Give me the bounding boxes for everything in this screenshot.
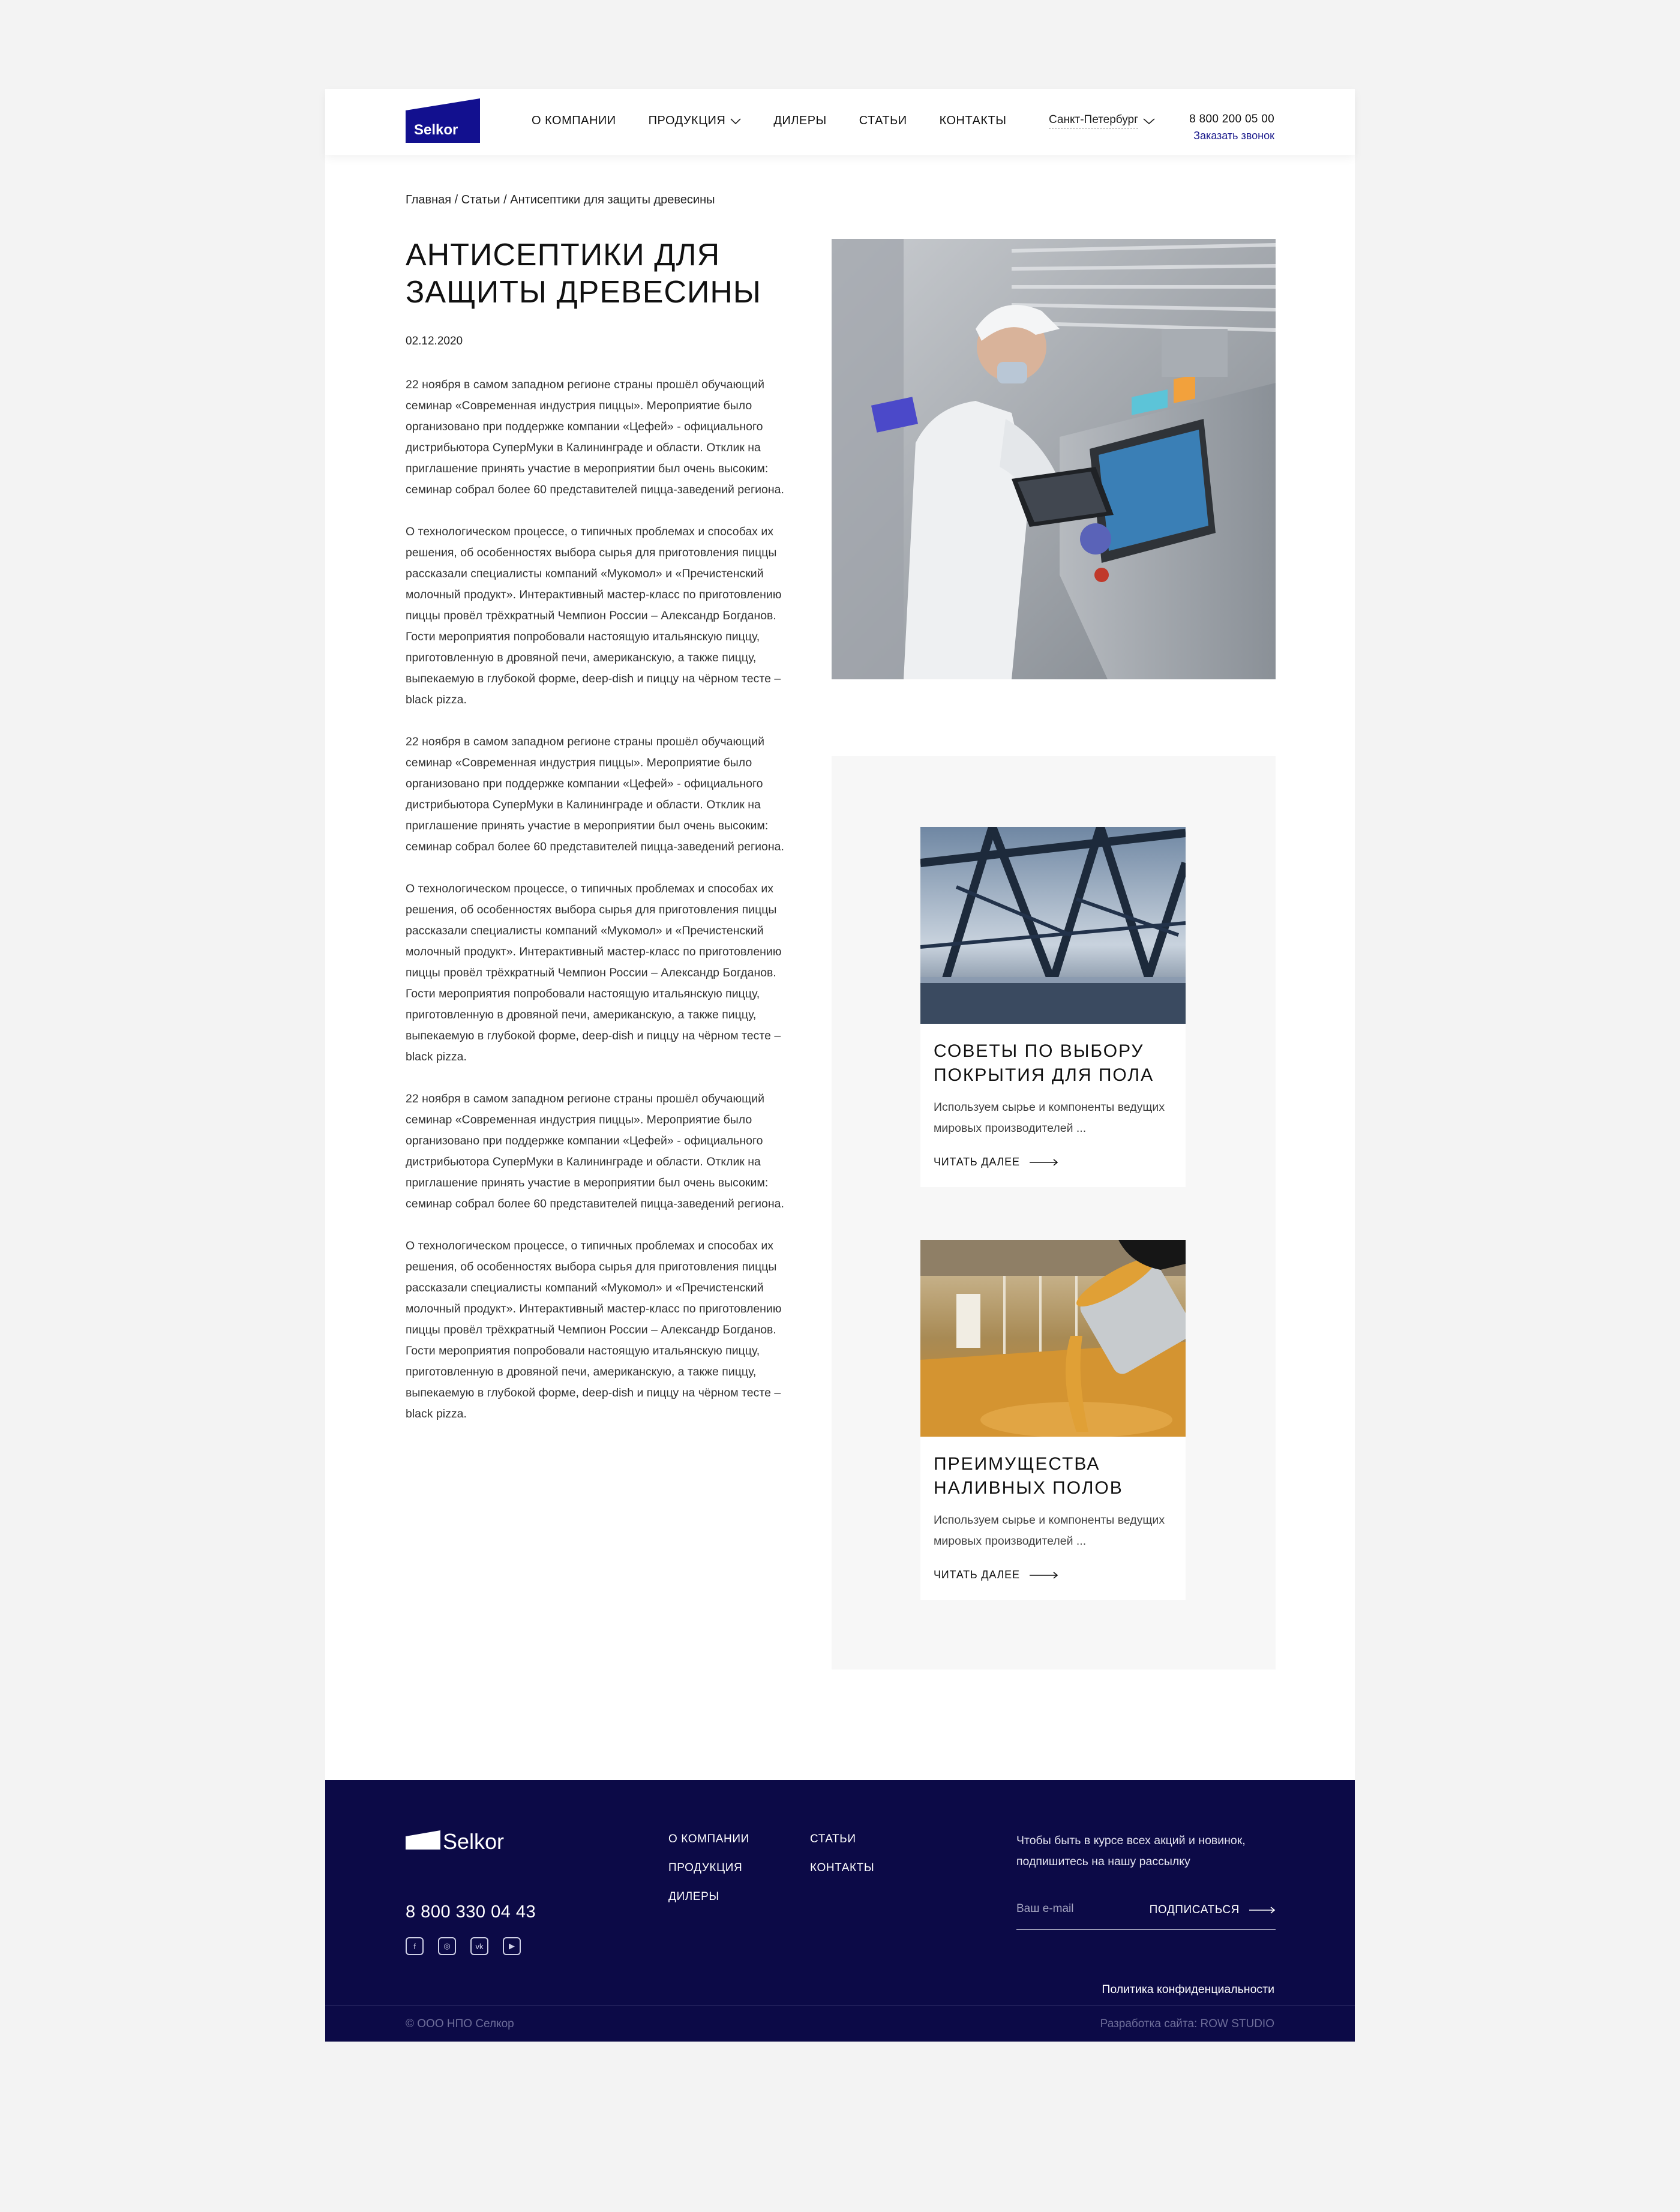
facebook-icon[interactable]: f [406, 1937, 424, 1955]
subscribe-form [1016, 1898, 1276, 1930]
related-articles [832, 756, 1276, 1670]
arrow-right-icon [1030, 1159, 1058, 1166]
subscribe-button[interactable] [1150, 1904, 1276, 1917]
header-contacts [1189, 113, 1274, 142]
arrow-right-icon [1030, 1572, 1058, 1579]
article-paragraph: 22 ноября в самом западном регионе страны прошёл обучающий семинар «Современная индустрия пиццы». Мероприятие было организовано при поддержке компании «Цефей» - официального дистрибьютора СуперМуки в Калининграде и области. Отклик на приглашение принять участие в мероприятии был очень высоким: семинар собрал более 60 представителей пицца-заведений региона. [406, 1092, 784, 1210]
nav-about[interactable] [532, 114, 616, 128]
article-paragraph: О технологическом процессе, о типичных проблемах и способах их решения, об особенностях выбора сырья для приготовления пиццы рассказали специалисты компаний «Мукомол» и «Пречистенский молочный продукт». Интерактивный мастер-класс по приготовлению пиццы провёл трёхкратный Чемпион России – Александр Богданов. Гости мероприятия попробовали настоящую итальянскую пиццу, приготовленную в дровяной печи, американскую, а также пиццу, выпекаемую в глубокой форме, deep-dish и пиццу на чёрном тесте – black pizza. [406, 525, 782, 706]
nav-contacts-label: КОНТАКТЫ [939, 114, 1007, 127]
nav-products-label: ПРОДУКЦИЯ [648, 114, 726, 127]
article-paragraph: О технологическом процессе, о типичных проблемах и способах их решения, об особенностях выбора сырья для приготовления пиццы рассказали специалисты компаний «Мукомол» и «Пречистенский молочный продукт». Интерактивный мастер-класс по приготовлению пиццы провёл трёхкратный Чемпион России – Александр Богданов. Гости мероприятия попробовали настоящую итальянскую пиццу, приготовленную в дровяной печи, американскую, а также пиццу, выпекаемую в глубокой форме, deep-dish и пиццу на чёрном тесте – black pizza. [406, 1239, 782, 1420]
copyright: © ООО НПО Селкор [406, 2018, 514, 2030]
nav-products[interactable] [649, 114, 742, 128]
developer-credit[interactable]: Разработка сайта: ROW STUDIO [1100, 2018, 1274, 2030]
nav-articles-label: СТАТЬИ [859, 114, 907, 127]
chevron-down-icon [1143, 118, 1155, 125]
related-card[interactable] [920, 827, 1186, 1187]
footer-nav-col2 [810, 1833, 874, 1875]
footer-phone[interactable]: 8 800 330 04 43 [406, 1902, 536, 1922]
read-more-label: ЧИТАТЬ ДАЛЕЕ [934, 1156, 1020, 1168]
email-input[interactable] [1016, 1902, 1148, 1916]
footer-nav-articles[interactable]: СТАТЬИ [810, 1833, 856, 1845]
related-card-title[interactable]: ПРЕИМУЩЕСТВА НАЛИВНЫХ ПОЛОВ [934, 1454, 1123, 1498]
nav-dealers[interactable] [773, 114, 826, 128]
logo-text: Selkor [414, 122, 458, 138]
article-paragraph: 22 ноября в самом западном регионе страны прошёл обучающий семинар «Современная индустрия пиццы». Мероприятие было организовано при поддержке компании «Цефей» - официального дистрибьютора СуперМуки в Калининграде и области. Отклик на приглашение принять участие в мероприятии был очень высоким: семинар собрал более 60 представителей пицца-заведений региона. [406, 735, 784, 853]
related-card-title[interactable]: СОВЕТЫ ПО ВЫБОРУ ПОКРЫТИЯ ДЛЯ ПОЛА [934, 1041, 1154, 1085]
header-phone[interactable]: 8 800 200 05 00 [1189, 113, 1274, 125]
nav-articles[interactable] [859, 114, 907, 128]
article-image [832, 239, 1276, 679]
site-footer [325, 1780, 1355, 2042]
read-more-link[interactable] [934, 1569, 1058, 1581]
logo[interactable] [406, 98, 480, 143]
chevron-down-icon [730, 118, 741, 125]
city-selector[interactable] [1049, 113, 1155, 128]
privacy-policy-link[interactable]: Политика конфиденциальности [1102, 1983, 1274, 1996]
related-card-desc: Используем сырье и компоненты ведущих мировых производителей ... [934, 1101, 1165, 1135]
nav-dealers-label: ДИЛЕРЫ [773, 114, 827, 127]
page [325, 89, 1355, 2042]
footer-nav-contacts[interactable]: КОНТАКТЫ [810, 1862, 875, 1874]
breadcrumb[interactable]: Главная / Статьи / Антисептики для защиты древесины [406, 193, 715, 206]
youtube-icon[interactable]: ▶ [503, 1937, 521, 1955]
city-label: Санкт-Петербург [1049, 113, 1138, 128]
footer-nav-dealers[interactable]: ДИЛЕРЫ [668, 1890, 719, 1903]
article-body [406, 374, 796, 1446]
footer-nav-col1 [668, 1833, 749, 1904]
social-links [406, 1937, 521, 1955]
nav-about-label: О КОМПАНИИ [532, 114, 616, 127]
related-card-image [920, 827, 1186, 1024]
page-title: АНТИСЕПТИКИ ДЛЯ ЗАЩИТЫ ДРЕВЕСИНЫ [406, 238, 761, 310]
vk-icon[interactable]: vk [470, 1937, 488, 1955]
article-date: 02.12.2020 [406, 335, 463, 347]
read-more-link[interactable] [934, 1156, 1058, 1168]
main-nav [532, 114, 1006, 128]
footer-logo-text: Selkor [443, 1829, 505, 1853]
read-more-label: ЧИТАТЬ ДАЛЕЕ [934, 1569, 1020, 1581]
footer-logo[interactable] [406, 1829, 538, 1856]
related-card[interactable] [920, 1240, 1186, 1600]
article-paragraph: О технологическом процессе, о типичных проблемах и способах их решения, об особенностях выбора сырья для приготовления пиццы рассказали специалисты компаний «Мукомол» и «Пречистенский молочный продукт». Интерактивный мастер-класс по приготовлению пиццы провёл трёхкратный Чемпион России – Александр Богданов. Гости мероприятия попробовали настоящую итальянскую пиццу, приготовленную в дровяной печи, американскую, а также пиццу, выпекаемую в глубокой форме, deep-dish и пиццу на чёрном тесте – black pizza. [406, 882, 782, 1063]
callback-link[interactable]: Заказать звонок [1193, 130, 1274, 142]
footer-nav-products[interactable]: ПРОДУКЦИЯ [668, 1862, 743, 1874]
instagram-icon[interactable]: ◎ [438, 1937, 456, 1955]
subscribe-text: Чтобы быть в курсе всех акций и новинок, подпишитесь на нашу рассылку [1016, 1834, 1246, 1868]
nav-contacts[interactable] [940, 114, 1007, 128]
arrow-right-icon [1249, 1907, 1276, 1914]
related-card-desc: Используем сырье и компоненты ведущих мировых производителей ... [934, 1513, 1165, 1548]
subscribe-button-label: ПОДПИСАТЬСЯ [1149, 1904, 1240, 1916]
related-card-image [920, 1240, 1186, 1437]
site-header [325, 89, 1355, 155]
footer-nav-about[interactable]: О КОМПАНИИ [668, 1833, 749, 1845]
article-paragraph: 22 ноября в самом западном регионе страны прошёл обучающий семинар «Современная индустрия пиццы». Мероприятие было организовано при поддержке компании «Цефей» - официального дистрибьютора СуперМуки в Калининграде и области. Отклик на приглашение принять участие в мероприятии был очень высоким: семинар собрал более 60 представителей пицца-заведений региона. [406, 378, 784, 496]
